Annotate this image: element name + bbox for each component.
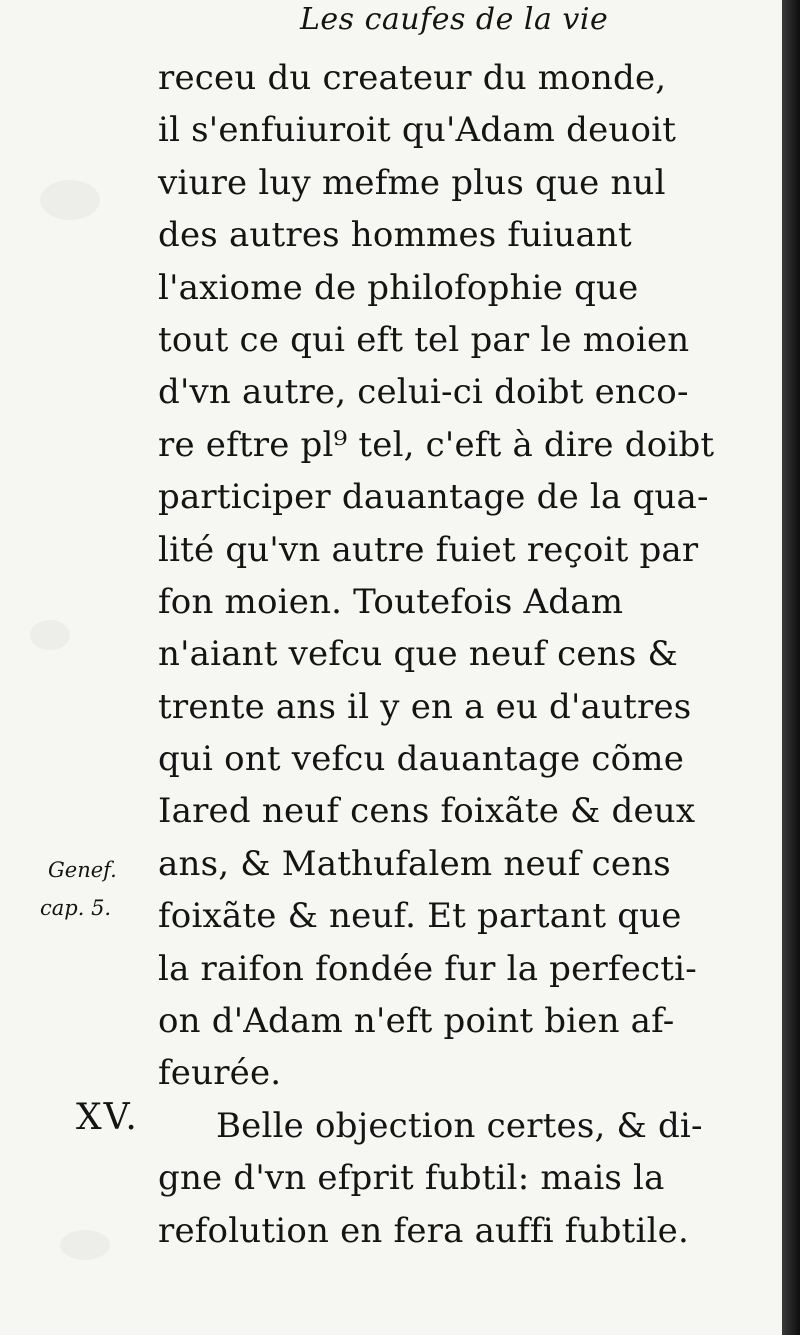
text-line: gne d'vn efprit fubtil: mais la	[158, 1158, 665, 1199]
running-head: Les caufes de la vie	[300, 2, 609, 37]
text-line: ans, & Mathufalem neuf cens	[158, 843, 671, 884]
paper-stain	[30, 620, 70, 650]
text-line: receu du createur du monde,	[158, 58, 667, 98]
body-text	[158, 52, 768, 1257]
text-line: fon moien. Toutefois Adam	[158, 581, 624, 622]
margin-note-genesis: Genef.	[48, 858, 117, 882]
text-line: n'aiant vefcu que neuf cens &	[158, 634, 678, 675]
text-line: foixãte & neuf. Et partant que	[158, 896, 682, 937]
text-line: viure luy mefme plus que nul	[158, 162, 666, 203]
text-line: l'axiome de philofophie que	[158, 267, 639, 308]
text-line: des autres hommes fuiuant	[158, 215, 632, 256]
margin-note-chapter: cap. 5.	[40, 896, 112, 920]
text-line: d'vn autre, celui-ci doibt enco-	[158, 372, 689, 413]
text-line: Iared neuf cens foixãte & deux	[158, 791, 696, 832]
text-line: feurée.	[158, 1053, 282, 1094]
paper-stain	[60, 1230, 110, 1260]
text-line: on d'Adam n'eft point bien af-	[158, 1001, 675, 1042]
text-line: il s'enfuiuroit qu'Adam deuoit	[158, 110, 677, 151]
text-line: participer dauantage de la qua-	[158, 477, 709, 518]
text-line: Belle objection certes, & di-	[216, 1105, 703, 1146]
text-line: la raifon fondée fur la perfecti-	[158, 948, 697, 989]
text-line: lité qu'vn autre fuiet reçoit par	[158, 529, 699, 570]
text-line: trente ans il y en a eu d'autres	[158, 686, 692, 727]
text-line: qui ont vefcu dauantage cõme	[158, 739, 685, 780]
paper-stain	[40, 180, 100, 220]
section-number: XV.	[76, 1097, 139, 1138]
text-line: re eftre pl⁹ tel, c'eft à dire doibt	[158, 424, 715, 465]
text-line: refolution en fera auffi fubtile.	[158, 1210, 689, 1251]
page-edge-shadow	[782, 0, 800, 1335]
text-line: tout ce qui eft tel par le moien	[158, 319, 690, 360]
